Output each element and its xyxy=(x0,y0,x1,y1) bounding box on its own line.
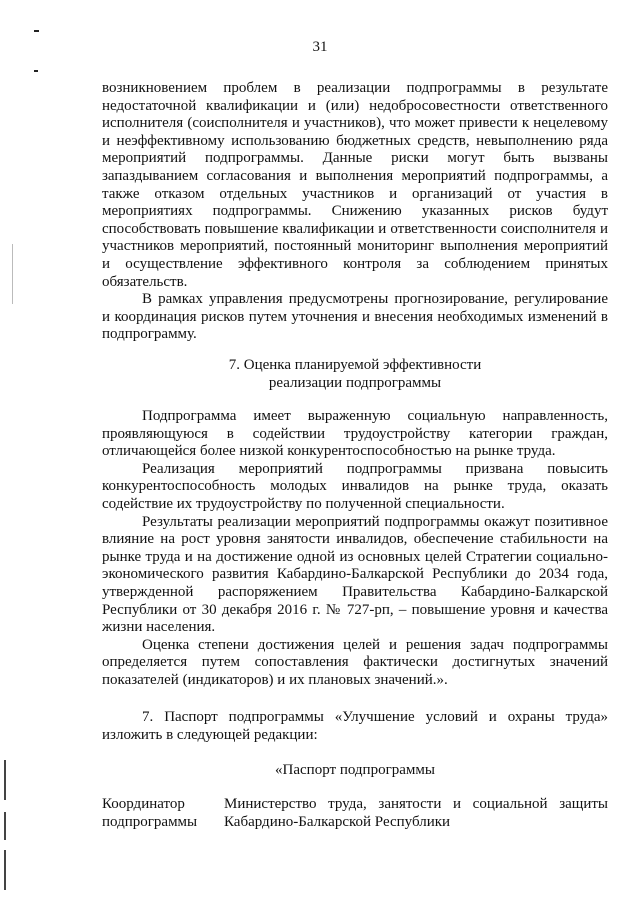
scan-mark xyxy=(34,70,38,72)
scan-edge-strip xyxy=(4,760,6,800)
passport-title: «Паспорт подпрограммы xyxy=(275,762,435,778)
paragraph: Реализация мероприятий подпрограммы призвана повысить конкурентоспособность молодых инвалидов на рынке труда, оказать содействие их трудоустройству по полученной специальности. xyxy=(102,460,608,512)
intro-text-block xyxy=(102,80,608,344)
section-heading-line: реализации подпрограммы xyxy=(268,375,442,391)
passport-row xyxy=(102,795,608,831)
paragraph: Результаты реализации мероприятий подпрограммы окажут позитивное влияние на рост уровня занятости инвалидов, обеспечение стабильности на рынке труда и на достижение одной из основных целей Стратегии социально-экономического развития Кабардино-Балкарской Республики до 2034 года, утвержденной распоряжением Правительства Кабардино-Балкарской Республики от 30 декабря 2016 г. № 727-рп, – повышение уровня и качества жизни населения. xyxy=(102,513,608,636)
passport-row-label: Координатор подпрограммы xyxy=(102,796,198,830)
scan-edge-line xyxy=(12,244,13,304)
scan-edge-strip xyxy=(4,812,6,840)
paragraph: Подпрограмма имеет выраженную социальную направленность, проявляющуюся в содействии трудоустройству категории граждан, отличающейся более низкой конкурентоспособностью на рынке труда. xyxy=(102,408,608,460)
section-heading xyxy=(102,356,608,392)
amendment-text-block xyxy=(102,709,608,744)
section-text-block xyxy=(102,408,608,690)
paragraph-continued: возникновением проблем в реализации подпрограммы в результате недостаточной квалификации и (или) недобросовестности ответственного исполнителя (соисполнителя и участников), что может привести к нецелевому и неэффективному использованию бюджетных средств, невыполнению ряда мероприятий подпрограммы. Данные риски могут быть вызваны запаздыванием согласования и выполнения мероприятий подпрограммы, а также отказом отдельных участников и организаций от участия в мероприятиях подпрограммы. Снижению указанных рисков будут способствовать повышение квалификации и ответственности соисполнителя и участников мероприятий, постоянный мониторинг выполнения мероприятий и осуществление эффективного контроля за соблюдением принятых обязательств. xyxy=(102,80,608,290)
scan-mark xyxy=(34,30,39,32)
passport-row-value: Министерство труда, занятости и социальной защиты Кабардино-Балкарской Республики xyxy=(224,796,608,830)
scan-edge-strip xyxy=(4,850,6,890)
page-number: 31 xyxy=(312,39,328,55)
section-heading-line: 7. Оценка планируемой эффективности xyxy=(228,357,482,373)
paragraph: В рамках управления предусмотрены прогнозирование, регулирование и координация рисков путем уточнения и внесения необходимых изменений в подпрограмму. xyxy=(102,291,608,343)
paragraph: Оценка степени достижения целей и решения задач подпрограммы определяется путем сопоставления фактически достигнутых значений показателей (индикаторов) и их плановых значений.». xyxy=(102,636,608,688)
paragraph: 7. Паспорт подпрограммы «Улучшение условий и охраны труда» изложить в следующей редакции: xyxy=(102,709,608,743)
